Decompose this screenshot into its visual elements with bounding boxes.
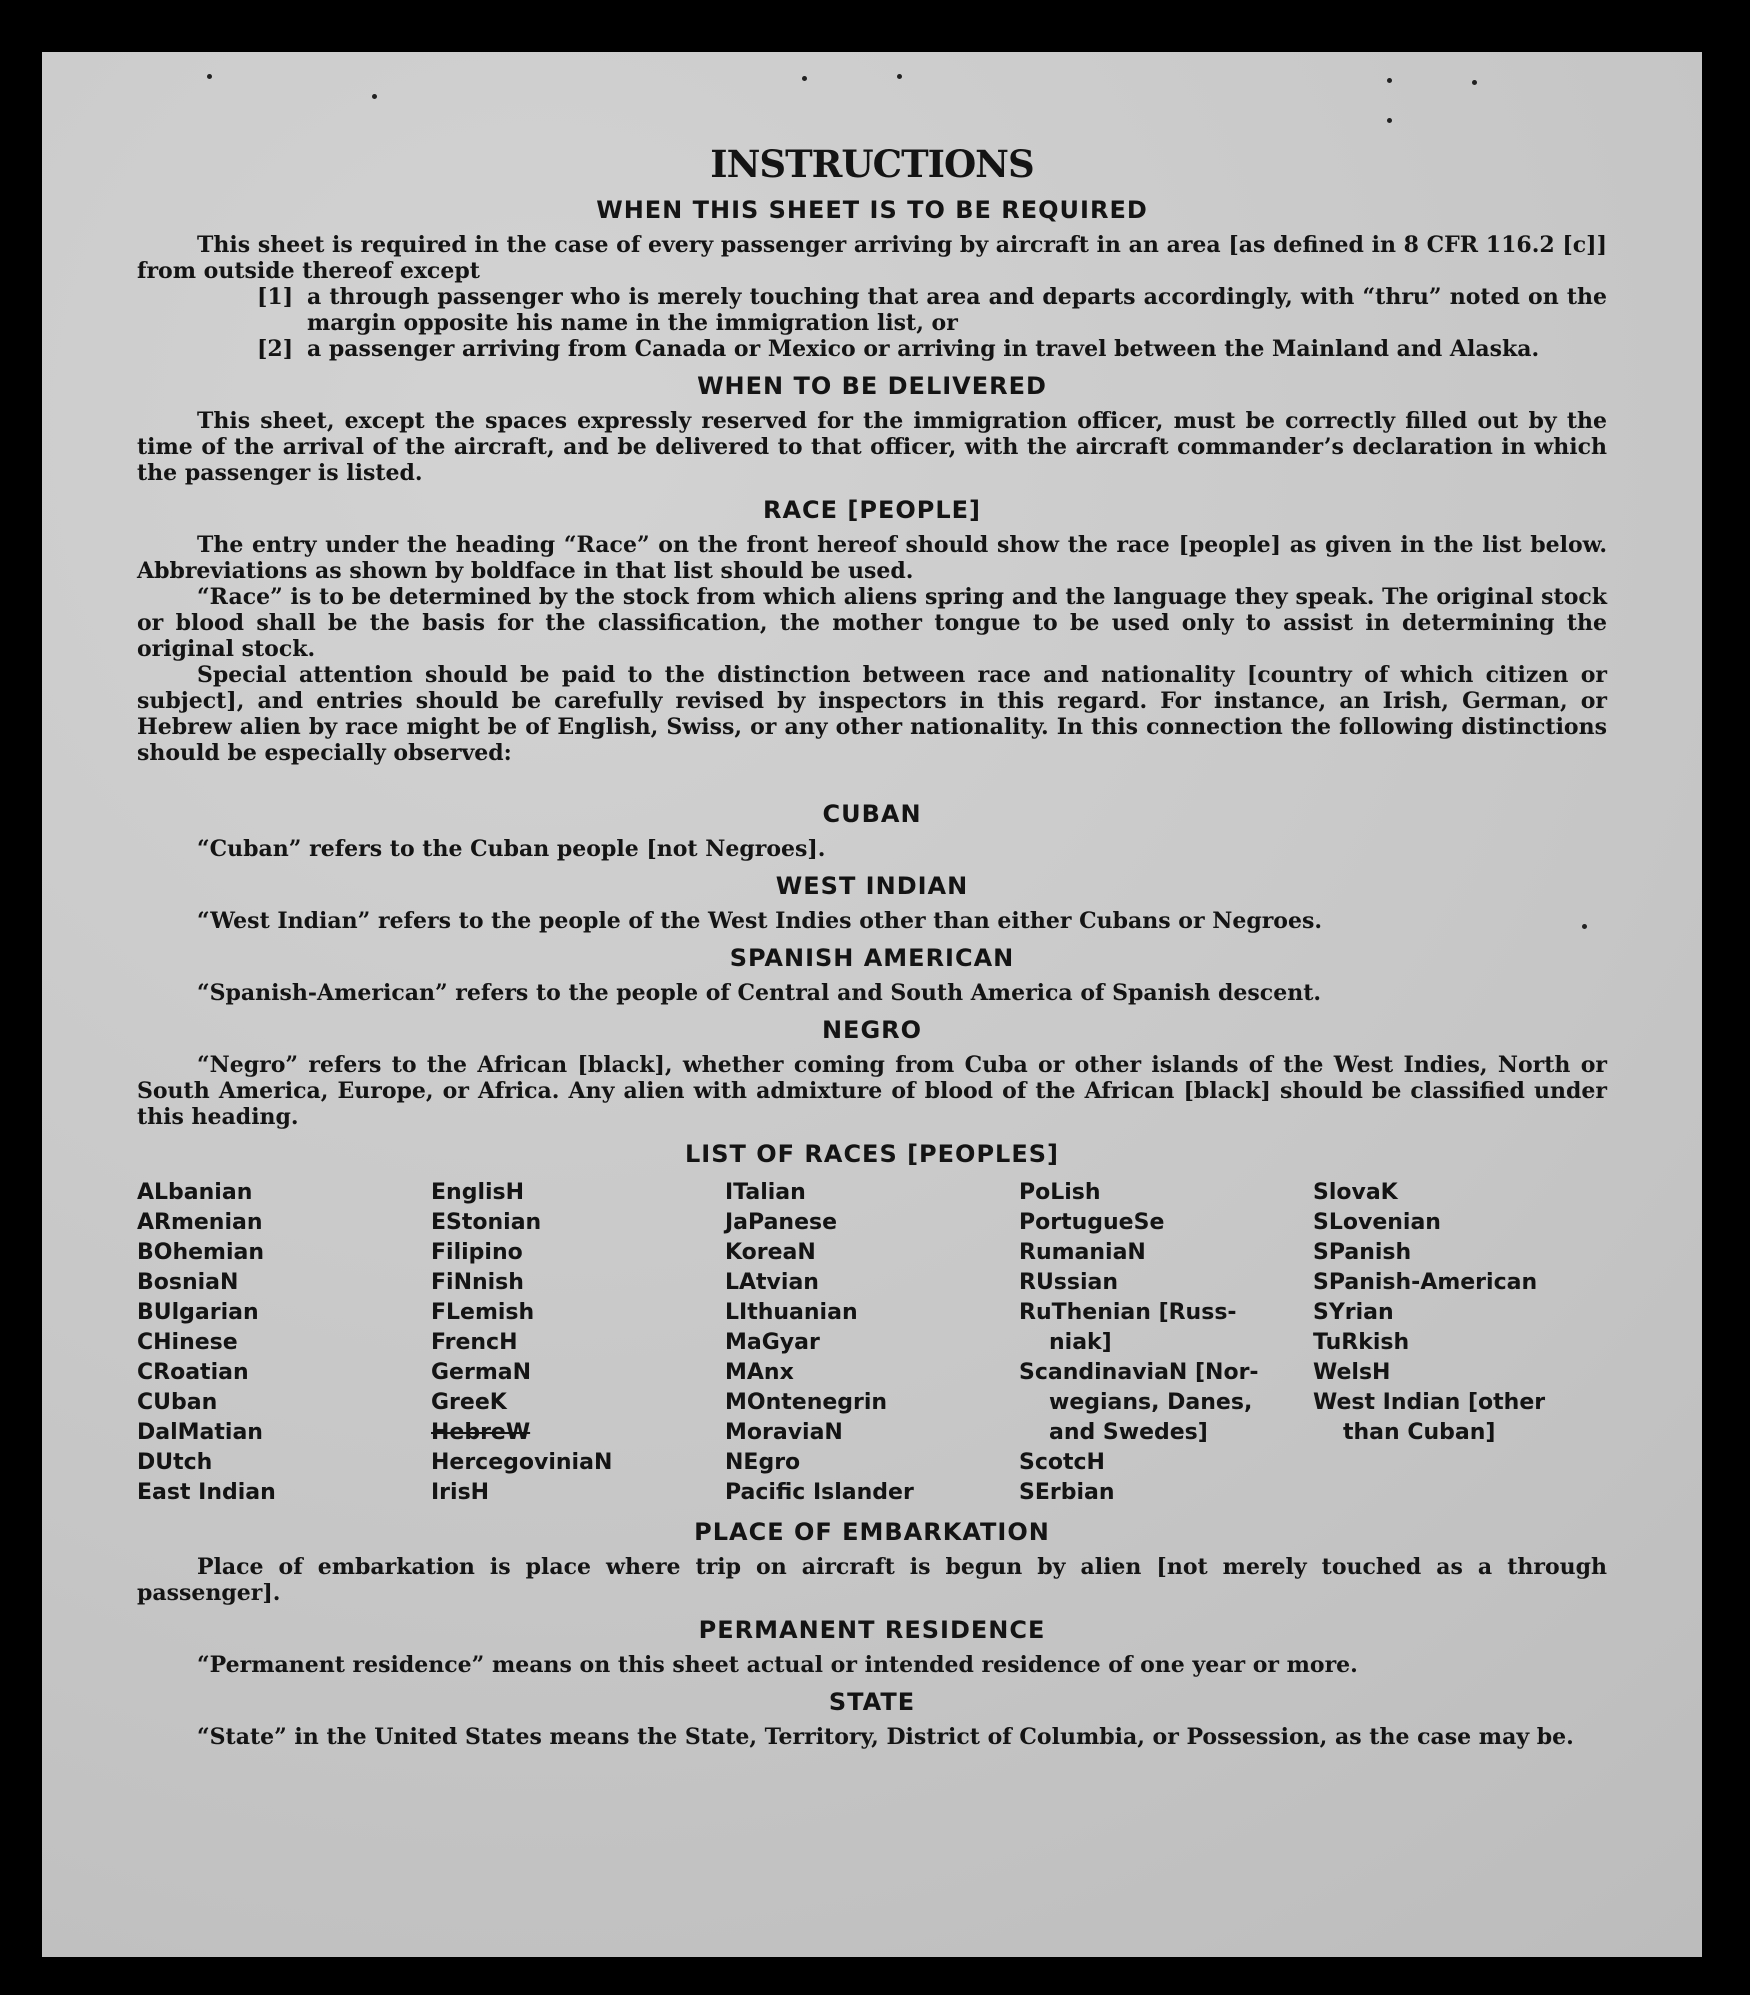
race-entry: EStonian	[431, 1210, 542, 1235]
section-heading-embarkation: PLACE OF EMBARKATION	[694, 1518, 1050, 1546]
section-heading-state: STATE	[828, 1688, 916, 1716]
race-entry: ScandinaviaN [Nor-	[1019, 1360, 1259, 1385]
race-entry: and Swedes]	[1049, 1420, 1208, 1445]
race-entry: KoreaN	[725, 1240, 816, 1265]
race-entry: SPanish	[1313, 1240, 1412, 1265]
race-entry: RUssian	[1019, 1270, 1119, 1295]
race-entry: ScotcH	[1019, 1450, 1105, 1475]
race-entry: ITalian	[725, 1180, 806, 1205]
race-entry: SErbian	[1019, 1480, 1115, 1505]
race-entry: MAnx	[725, 1360, 794, 1385]
speck	[802, 76, 807, 81]
races-column	[1019, 1178, 1313, 1508]
race-entry: BOhemian	[137, 1240, 265, 1265]
section-heading-spanish-american: SPANISH AMERICAN	[729, 944, 1015, 972]
race-entry: FLemish	[431, 1300, 535, 1325]
race-entry: GermaN	[431, 1360, 532, 1385]
race-entry: NEgro	[725, 1450, 801, 1475]
race-entry: DalMatian	[137, 1420, 263, 1445]
race-entry: RumaniaN	[1019, 1240, 1146, 1265]
race-paragraph-1: The entry under the heading “Race” on the front hereof should show the race [people] as given in the list below. Abbreviations as shown by boldface in that list should be used.	[137, 532, 1607, 584]
section-heading-delivered: WHEN TO BE DELIVERED	[697, 372, 1047, 400]
required-item-2	[257, 336, 1607, 362]
race-entry: FiNnish	[431, 1270, 524, 1295]
item-number: [1]	[257, 284, 294, 310]
required-text: This sheet is required in the case of every passenger arriving by aircraft in an area [as defined in 8 CFR 116.2 [c]] from outside thereof except	[137, 232, 1607, 284]
race-entry: PoLish	[1019, 1180, 1101, 1205]
race-entry: SLovenian	[1313, 1210, 1441, 1235]
race-entry: WelsH	[1313, 1360, 1391, 1385]
speck	[1472, 80, 1477, 85]
delivered-text: This sheet, except the spaces expressly reserved for the immigration officer, must be correctly filled out by the time of the arrival of the aircraft, and be delivered to that officer, with the aircraft commander’s declaration in which the passenger is listed.	[137, 408, 1607, 486]
race-entry: GreeK	[431, 1390, 507, 1415]
negro-text: “Negro” refers to the African [black], whether coming from Cuba or other islands of the West Indies, North or South America, Europe, or Africa. Any alien with admixture of blood of the African [black] should be classified under this heading.	[137, 1052, 1607, 1130]
section-heading-race: RACE [PEOPLE]	[762, 496, 982, 524]
race-entry: TuRkish	[1313, 1330, 1410, 1355]
race-entry: than Cuban]	[1343, 1420, 1496, 1445]
race-paragraph-3: Special attention should be paid to the distinction between race and nationality [country of which citizen or subject], and entries should be carefully revised by inspectors in this regard. For instance, an Irish, German, or Hebrew alien by race might be of English, Swiss, or any other nationality. In this connection the following distinctions should be especially observed:	[137, 662, 1607, 766]
race-entry: IrisH	[431, 1480, 490, 1505]
required-item-1	[257, 284, 1607, 336]
section-heading-required: WHEN THIS SHEET IS TO BE REQUIRED	[596, 196, 1148, 224]
speck	[1387, 118, 1392, 123]
races-column	[431, 1178, 725, 1508]
race-entry: wegians, Danes,	[1049, 1390, 1253, 1415]
item-text: a passenger arriving from Canada or Mexico or arriving in travel between the Mainland and Alaska.	[307, 336, 1540, 362]
race-entry: Pacific Islander	[725, 1480, 914, 1505]
document-sheet	[42, 52, 1702, 1957]
item-number: [2]	[257, 336, 294, 362]
race-entry: SlovaK	[1313, 1180, 1398, 1205]
state-text: “State” in the United States means the State, Territory, District of Columbia, or Possession, as the case may be.	[197, 1724, 1574, 1750]
races-column	[725, 1178, 1019, 1508]
race-paragraph-2: “Race” is to be determined by the stock from which aliens spring and the language they speak. The original stock or blood shall be the basis for the classification, the mother tongue to be used only to assist in determining the original stock.	[137, 584, 1607, 662]
race-entry: niak]	[1049, 1330, 1112, 1355]
embarkation-text: Place of embarkation is place where trip on aircraft is begun by alien [not merely touched as a through passenger].	[137, 1554, 1607, 1606]
speck	[897, 74, 902, 79]
race-entry: BUlgarian	[137, 1300, 259, 1325]
section-heading-west-indian: WEST INDIAN	[775, 872, 969, 900]
race-entry: CUban	[137, 1390, 218, 1415]
races-column	[1313, 1178, 1607, 1508]
section-heading-list-of-races: LIST OF RACES [PEOPLES]	[685, 1140, 1059, 1168]
race-entry: DUtch	[137, 1450, 213, 1475]
race-entry: ALbanian	[137, 1180, 253, 1205]
race-entry: SPanish-American	[1313, 1270, 1538, 1295]
race-entry: ARmenian	[137, 1210, 263, 1235]
race-entry: LIthuanian	[725, 1300, 858, 1325]
race-entry: HebreW	[431, 1420, 531, 1445]
page-title: INSTRUCTIONS	[710, 142, 1034, 186]
races-list	[137, 1178, 1607, 1508]
race-entry: MoraviaN	[725, 1420, 843, 1445]
race-entry: East Indian	[137, 1480, 276, 1505]
race-entry: MOntenegrin	[725, 1390, 888, 1415]
race-entry: EnglisH	[431, 1180, 525, 1205]
section-heading-residence: PERMANENT RESIDENCE	[698, 1616, 1046, 1644]
race-entry: FrencH	[431, 1330, 518, 1355]
spanish-american-text: “Spanish-American” refers to the people of Central and South America of Spanish descent.	[197, 980, 1322, 1006]
instructions-content	[137, 142, 1607, 1750]
item-text: a through passenger who is merely touching that area and departs accordingly, with “thru” noted on the margin opposite his name in the immigration list, or	[307, 284, 1607, 336]
section-heading-negro: NEGRO	[821, 1016, 923, 1044]
cuban-text: “Cuban” refers to the Cuban people [not Negroes].	[197, 836, 826, 862]
races-column	[137, 1178, 431, 1508]
race-entry: MaGyar	[725, 1330, 820, 1355]
race-entry: RuThenian [Russ-	[1019, 1300, 1237, 1325]
race-entry: JaPanese	[725, 1210, 838, 1235]
speck	[1387, 78, 1392, 83]
section-heading-cuban: CUBAN	[822, 800, 922, 828]
race-entry: LAtvian	[725, 1270, 819, 1295]
race-entry: PortugueSe	[1019, 1210, 1165, 1235]
residence-text: “Permanent residence” means on this sheet actual or intended residence of one year or more.	[197, 1652, 1358, 1678]
race-entry: CRoatian	[137, 1360, 249, 1385]
speck	[207, 74, 212, 79]
race-entry: HercegoviniaN	[431, 1450, 613, 1475]
race-entry: BosniaN	[137, 1270, 239, 1295]
race-entry: CHinese	[137, 1330, 238, 1355]
speck	[372, 94, 377, 99]
west-indian-text: “West Indian” refers to the people of the West Indies other than either Cubans or Negroes.	[197, 908, 1323, 934]
race-entry: West Indian [other	[1313, 1390, 1546, 1415]
race-entry: Filipino	[431, 1240, 523, 1265]
race-entry: SYrian	[1313, 1300, 1394, 1325]
